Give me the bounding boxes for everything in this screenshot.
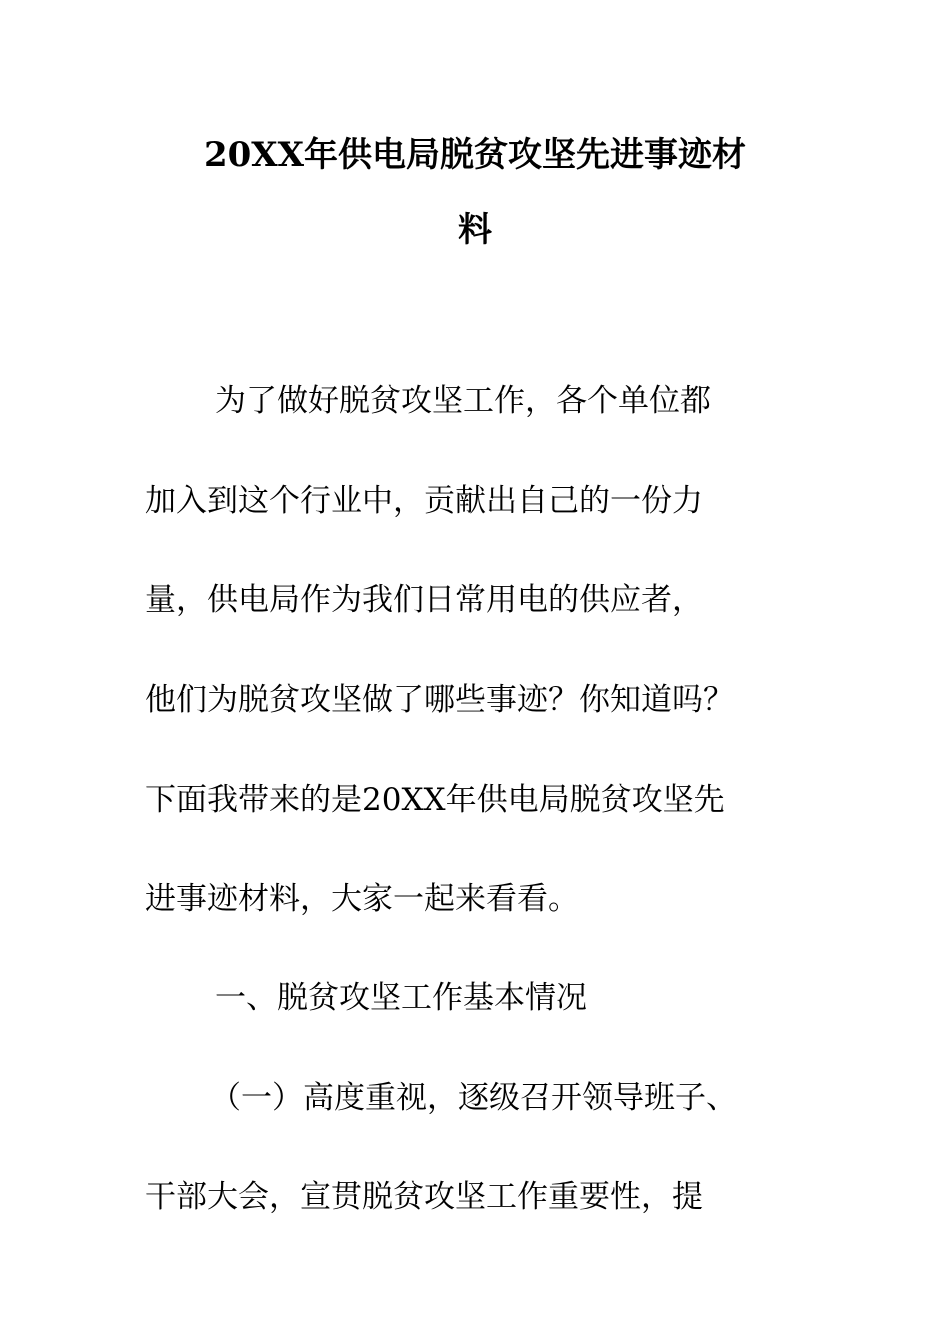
paragraph-line-2: 加入到这个行业中，贡献出自己的一份力 <box>145 483 703 519</box>
paragraph-line-1: 为了做好脱贫攻坚工作，各个单位都 <box>215 383 711 419</box>
section-heading-1: 一、脱贫攻坚工作基本情况 <box>215 980 587 1016</box>
subsection-line-1: （一）高度重视，逐级召开领导班子、 <box>210 1080 737 1116</box>
document-title-line-1: 20XX年供电局脱贫攻坚先进事迹材 <box>203 135 747 175</box>
paragraph-line-4: 他们为脱贫攻坚做了哪些事迹？你知道吗？ <box>145 682 734 718</box>
subsection-line-2: 干部大会，宣贯脱贫攻坚工作重要性，提 <box>145 1179 703 1215</box>
paragraph-line-6: 进事迹材料，大家一起来看看。 <box>145 881 579 917</box>
paragraph-line-3: 量，供电局作为我们日常用电的供应者， <box>145 582 703 618</box>
paragraph-line-5: 下面我带来的是20XX年供电局脱贫攻坚先 <box>145 782 725 818</box>
document-title-line-2: 料 <box>458 210 492 250</box>
